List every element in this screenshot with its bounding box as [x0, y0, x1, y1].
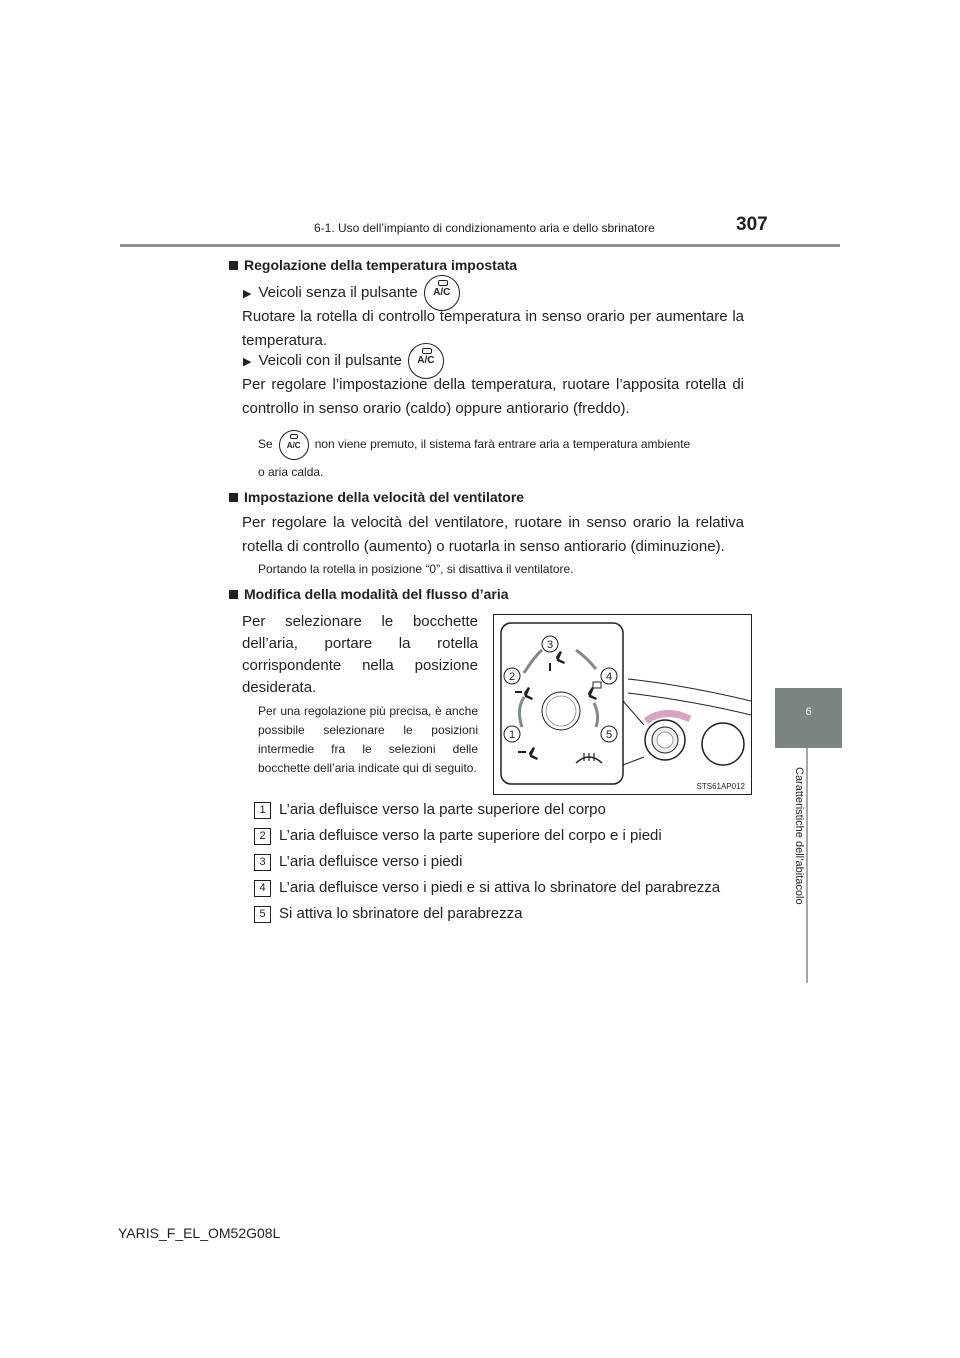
item-number: 4	[254, 880, 271, 897]
chapter-tab[interactable]	[775, 688, 842, 748]
list-item: 2 L’aria defluisce verso la parte superiore del corpo e i piedi	[254, 827, 662, 845]
airflow-text: Per selezionare le bocchette dell’aria, portare la rotella corrispondente nella posizione desiderata.	[242, 613, 478, 696]
square-bullet-icon	[229, 261, 238, 270]
ac-note: Se A/C non viene premuto, il sistema farà entrare aria a temperatura ambiente	[258, 430, 744, 460]
without-ac-text: Ruotare la rotella di controllo temperatura in senso orario per aumentare la temperatura.	[242, 308, 744, 349]
document-code: YARIS_F_EL_OM52G08L	[118, 1225, 281, 1241]
list-item: 3 L’aria defluisce verso i piedi	[254, 853, 462, 871]
airflow-mode-figure	[493, 614, 752, 795]
with-ac-text: Per regolare l’impostazione della temperatura, ruotare l’apposita rotella di controllo in senso orario (caldo) oppure antiorario (freddo).	[242, 376, 744, 417]
fan-text: Per regolare la velocità del ventilatore, ruotare in senso orario la relativa rotella di controllo (aumento) o ruotarla in senso antiorario (diminuzione).	[242, 514, 744, 555]
svg-text:5: 5	[605, 729, 613, 741]
chapter-label: Caratteristiche dell’abitacolo	[793, 767, 805, 905]
item-number: 1	[254, 802, 271, 819]
mode-dial-illustration	[494, 615, 751, 794]
item-number: 2	[254, 828, 271, 845]
chapter-number: 6	[805, 706, 812, 718]
triangle-bullet-icon: ▶	[243, 287, 252, 300]
svg-text:3: 3	[546, 639, 554, 651]
square-bullet-icon	[229, 493, 238, 502]
airflow-heading: Modifica della modalità del flusso d’aria	[229, 586, 509, 602]
list-item: 1 L’aria defluisce verso la parte superiore del corpo	[254, 801, 606, 819]
list-item: 4 L’aria defluisce verso i piedi e si attiva lo sbrinatore del parabrezza	[254, 879, 720, 897]
square-bullet-icon	[229, 590, 238, 599]
section-title: 6-1. Uso dell’impianto di condizionamento aria e dello sbrinatore	[314, 221, 655, 235]
item-number: 5	[254, 906, 271, 923]
ac-button-icon: A/C	[424, 275, 460, 311]
item-number: 3	[254, 854, 271, 871]
airflow-note: Per una regolazione più precisa, è anche possibile selezionare le posizioni intermedie fra le selezioni delle bocchette dell’aria indicate qui di seguito.	[258, 704, 478, 775]
list-item: 5 Si attiva lo sbrinatore del parabrezza	[254, 905, 522, 923]
without-ac-label: ▶ Veicoli senza il pulsante A/C	[243, 275, 460, 311]
ac-button-icon: A/C	[279, 430, 309, 460]
temperature-heading: Regolazione della temperatura impostata	[229, 257, 517, 273]
with-ac-label: ▶ Veicoli con il pulsante A/C	[243, 343, 444, 379]
svg-text:4: 4	[605, 671, 613, 683]
page-number: 307	[736, 214, 768, 235]
header-divider	[120, 244, 840, 247]
ac-button-icon: A/C	[408, 343, 444, 379]
fan-heading: Impostazione della velocità del ventilatore	[229, 489, 524, 505]
triangle-bullet-icon: ▶	[243, 355, 252, 368]
figure-code: STS61AP012	[696, 782, 745, 791]
ac-note-line2: o aria calda.	[258, 465, 324, 479]
side-divider	[806, 748, 808, 983]
svg-text:2: 2	[508, 671, 516, 683]
svg-text:1: 1	[508, 729, 516, 741]
fan-note: Portando la rotella in posizione “0”, si disattiva il ventilatore.	[258, 562, 574, 576]
